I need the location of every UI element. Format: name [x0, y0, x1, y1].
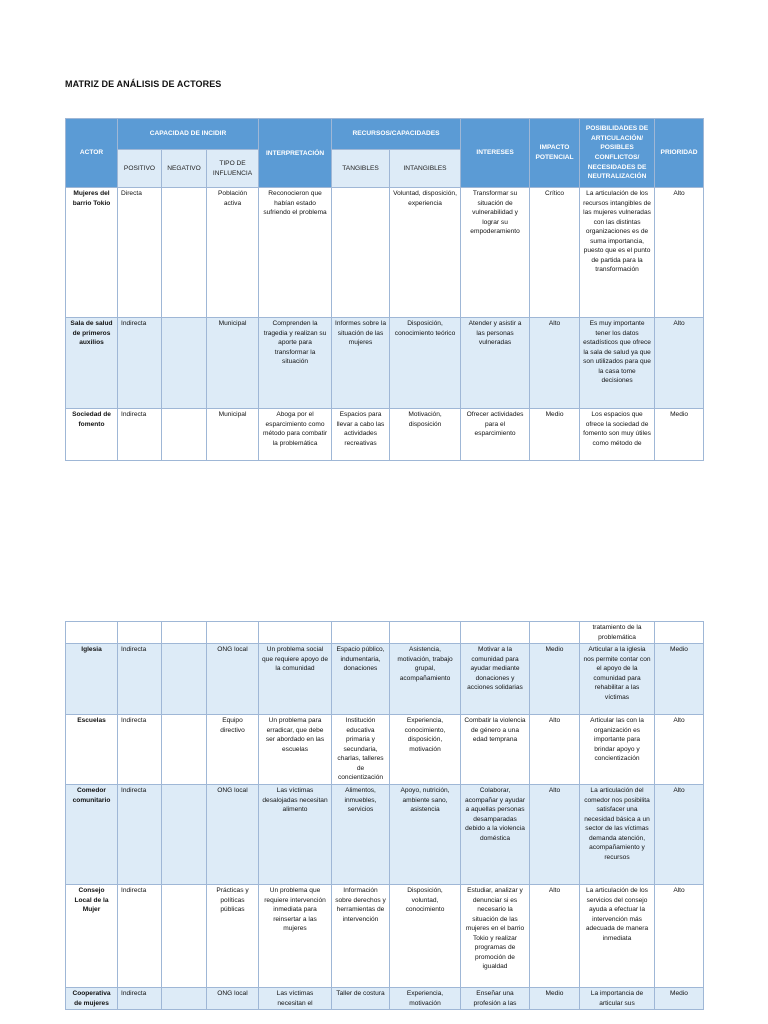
intereses-cell — [461, 622, 530, 644]
tangibles-cell — [332, 188, 390, 318]
actor-cell: Mujeres del barrio Tokio — [66, 188, 118, 318]
intereses-cell: Atender y asistir a las personas vulneradas — [461, 318, 530, 409]
tipo-influencia-cell: ONG local — [207, 785, 259, 885]
posibilidades-cell: La articulación de los servicios del consejo ayuda a efectuar la intervención más adecuada de manera inmediata — [580, 885, 655, 988]
negativo-cell — [162, 644, 207, 715]
impacto-cell: Medio — [530, 644, 580, 715]
positivo-cell: Indirecta — [118, 715, 162, 785]
prioridad-cell: Medio — [655, 988, 704, 1010]
intereses-cell: Ofrecer actividades para el esparcimiento — [461, 409, 530, 461]
posibilidades-cell: Los espacios que ofrece la sociedad de fomento son muy útiles como método de — [580, 409, 655, 461]
prioridad-cell: Alto — [655, 188, 704, 318]
tipo-influencia-cell: ONG local — [207, 644, 259, 715]
tipo-influencia-cell: ONG local — [207, 988, 259, 1010]
interpretacion-cell: Comprenden la tragedia y realizan su aporte para transformar la situación — [259, 318, 332, 409]
positivo-cell: Indirecta — [118, 785, 162, 885]
header-intangibles: INTANGIBLES — [390, 150, 461, 188]
intangibles-cell: Asistencia, motivación, trabajo grupal, acompañamiento — [390, 644, 461, 715]
header-tipo-influencia: TIPO DE INFLUENCIA — [207, 150, 259, 188]
tangibles-cell: Espacios para llevar a cabo las actividades recreativas — [332, 409, 390, 461]
header-capacidad: CAPACIDAD DE INCIDIR — [118, 119, 259, 150]
actor-matrix-table-bottom — [65, 621, 704, 1010]
header-positivo: POSITIVO — [118, 150, 162, 188]
posibilidades-cell: Articular las con la organización es importante para brindar apoyo y concientización — [580, 715, 655, 785]
tangibles-cell — [332, 622, 390, 644]
posibilidades-cell: La articulación del comedor nos posibilita satisfacer una necesidad básica a un sector de las víctimas demanda atención, acompañamiento y recursos — [580, 785, 655, 885]
negativo-cell — [162, 188, 207, 318]
actor-matrix-table-top — [65, 118, 704, 461]
tangibles-cell: Institución educativa primaria y secundaria, charlas, talleres de concientización — [332, 715, 390, 785]
table-row — [66, 885, 704, 988]
actor-cell: Escuelas — [66, 715, 118, 785]
header-actor: ACTOR — [66, 119, 118, 188]
impacto-cell: Medio — [530, 409, 580, 461]
interpretacion-cell: Un problema que requiere intervención inmediata para reinsertar a las mujeres — [259, 885, 332, 988]
prioridad-cell: Alto — [655, 318, 704, 409]
tangibles-cell: Taller de costura — [332, 988, 390, 1010]
intereses-cell: Transformar su situación de vulnerabilidad y lograr su empoderamiento — [461, 188, 530, 318]
interpretacion-cell: Las víctimas necesitan el — [259, 988, 332, 1010]
tipo-influencia-cell: Equipo directivo — [207, 715, 259, 785]
positivo-cell: Indirecta — [118, 409, 162, 461]
table-row — [66, 988, 704, 1010]
header-intereses: INTERESES — [461, 119, 530, 188]
header-posibilidades: POSIBILIDADES DE ARTICULACIÓN/ POSIBLES CONFLICTOS/ NECESIDADES DE NEUTRALIZACIÓN — [580, 119, 655, 188]
prioridad-cell: Alto — [655, 715, 704, 785]
intangibles-cell: Motivación, disposición — [390, 409, 461, 461]
positivo-cell: Directa — [118, 188, 162, 318]
posibilidades-cell: Articular a la iglesia nos permite contar con el apoyo de la comunidad para rehabilitar a las víctimas — [580, 644, 655, 715]
header-recursos: RECURSOS/CAPACIDADES — [332, 119, 461, 150]
interpretacion-cell: Un problema para erradicar, que debe ser abordado en las escuelas — [259, 715, 332, 785]
intereses-cell: Motivar a la comunidad para ayudar mediante donaciones y acciones solidarias — [461, 644, 530, 715]
intangibles-cell: Disposición, conocimiento teórico — [390, 318, 461, 409]
tipo-influencia-cell: Municipal — [207, 409, 259, 461]
negativo-cell — [162, 715, 207, 785]
positivo-cell: Indirecta — [118, 644, 162, 715]
table-row — [66, 409, 704, 461]
intangibles-cell: Experiencia, motivación — [390, 988, 461, 1010]
tangibles-cell: Espacio público, indumentaria, donaciones — [332, 644, 390, 715]
document-title: MATRIZ DE ANÁLISIS DE ACTORES — [65, 79, 222, 89]
table-row — [66, 622, 704, 644]
negativo-cell — [162, 785, 207, 885]
intereses-cell: Combatir la violencia de género a una edad temprana — [461, 715, 530, 785]
positivo-cell: Indirecta — [118, 885, 162, 988]
actor-cell: Sociedad de fomento — [66, 409, 118, 461]
posibilidades-cell: La articulación de los recursos intangibles de las mujeres vulneradas con las distintas organizaciones es de suma importancia, puesto que es el punto de partida para la transformación — [580, 188, 655, 318]
actor-cell — [66, 622, 118, 644]
table-row — [66, 644, 704, 715]
intangibles-cell: Disposición, voluntad, conocimiento — [390, 885, 461, 988]
tangibles-cell: Alimentos, inmuebles, servicios — [332, 785, 390, 885]
posibilidades-cell: Es muy importante tener los datos estadísticos que ofrece la sala de salud ya que son utilizados para que la casa tome decisiones — [580, 318, 655, 409]
impacto-cell: Alto — [530, 318, 580, 409]
positivo-cell: Indirecta — [118, 318, 162, 409]
actor-cell: Consejo Local de la Mujer — [66, 885, 118, 988]
header-tangibles: TANGIBLES — [332, 150, 390, 188]
tipo-influencia-cell: Prácticas y políticas públicas — [207, 885, 259, 988]
actor-cell: Iglesia — [66, 644, 118, 715]
actor-cell: Comedor comunitario — [66, 785, 118, 885]
intereses-cell: Enseñar una profesión a las — [461, 988, 530, 1010]
negativo-cell — [162, 622, 207, 644]
impacto-cell: Alto — [530, 885, 580, 988]
positivo-cell: Indirecta — [118, 988, 162, 1010]
interpretacion-cell: Aboga por el esparcimiento como método para combatir la problemática — [259, 409, 332, 461]
header-negativo: NEGATIVO — [162, 150, 207, 188]
negativo-cell — [162, 988, 207, 1010]
prioridad-cell: Alto — [655, 785, 704, 885]
actor-cell: Cooperativa de mujeres — [66, 988, 118, 1010]
header-interpretacion: INTERPRETACIÓN — [259, 119, 332, 188]
intereses-cell: Colaborar, acompañar y ayudar a aquellas personas desamparadas debido a la violencia doméstica — [461, 785, 530, 885]
impacto-cell: Medio — [530, 988, 580, 1010]
tipo-influencia-cell: Población activa — [207, 188, 259, 318]
intangibles-cell — [390, 622, 461, 644]
positivo-cell — [118, 622, 162, 644]
negativo-cell — [162, 885, 207, 988]
interpretacion-cell: Un problema social que requiere apoyo de la comunidad — [259, 644, 332, 715]
intereses-cell: Estudiar, analizar y denunciar si es necesario la situación de las mujeres en el barrio Tokio y realizar programas de promoción de igualdad — [461, 885, 530, 988]
intangibles-cell: Apoyo, nutrición, ambiente sano, asistencia — [390, 785, 461, 885]
header-impacto: IMPACTO POTENCIAL — [530, 119, 580, 188]
interpretacion-cell: Las víctimas desalojadas necesitan alimento — [259, 785, 332, 885]
tipo-influencia-cell: Municipal — [207, 318, 259, 409]
prioridad-cell: Alto — [655, 885, 704, 988]
posibilidades-cell: tratamiento de la problemática — [580, 622, 655, 644]
intangibles-cell: Experiencia, conocimiento, disposición, motivación — [390, 715, 461, 785]
prioridad-cell — [655, 622, 704, 644]
impacto-cell: Alto — [530, 715, 580, 785]
tangibles-cell: Informes sobre la situación de las mujeres — [332, 318, 390, 409]
intangibles-cell: Voluntad, disposición, experiencia — [390, 188, 461, 318]
table-row — [66, 188, 704, 318]
header-prioridad: PRIORIDAD — [655, 119, 704, 188]
posibilidades-cell: La importancia de articular sus — [580, 988, 655, 1010]
impacto-cell — [530, 622, 580, 644]
table-row — [66, 318, 704, 409]
interpretacion-cell: Reconocieron que habían estado sufriendo el problema — [259, 188, 332, 318]
table-row — [66, 785, 704, 885]
tipo-influencia-cell — [207, 622, 259, 644]
tangibles-cell: Información sobre derechos y herramientas de intervención — [332, 885, 390, 988]
negativo-cell — [162, 409, 207, 461]
table-row — [66, 715, 704, 785]
prioridad-cell: Medio — [655, 409, 704, 461]
impacto-cell: Alto — [530, 785, 580, 885]
actor-cell: Sala de salud de primeros auxilios — [66, 318, 118, 409]
negativo-cell — [162, 318, 207, 409]
interpretacion-cell — [259, 622, 332, 644]
prioridad-cell: Medio — [655, 644, 704, 715]
impacto-cell: Crítico — [530, 188, 580, 318]
